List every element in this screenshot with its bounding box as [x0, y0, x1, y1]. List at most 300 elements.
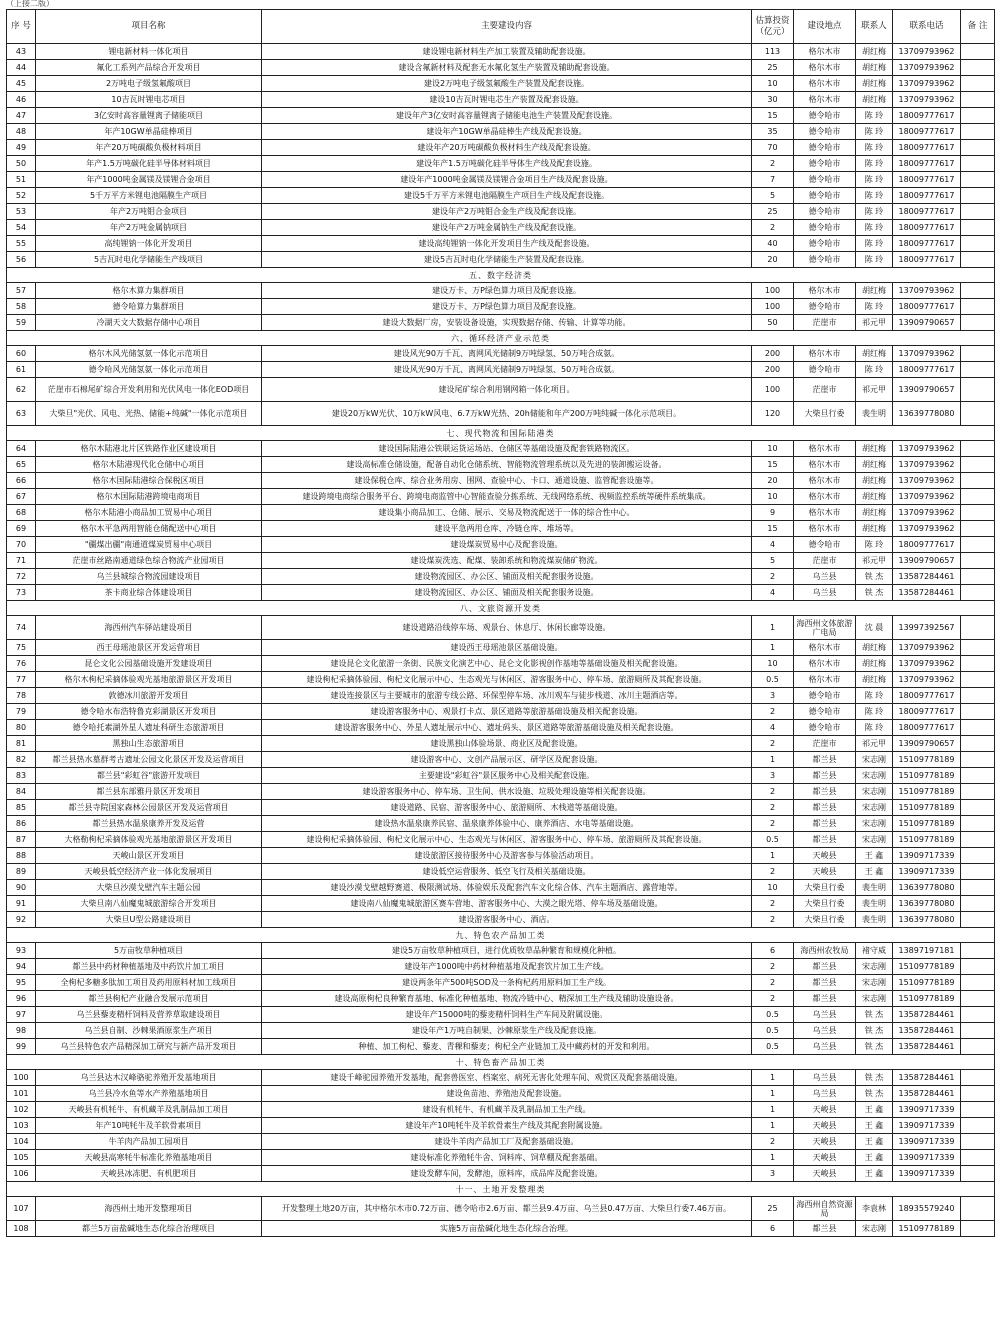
cell-location: 都兰县	[794, 800, 856, 816]
cell-investment: 2	[752, 959, 794, 975]
table-row	[7, 283, 995, 299]
cell-phone: 13909790657	[893, 378, 961, 402]
cell-contact-person: 王 鑫	[856, 864, 893, 880]
cell-construction-content: 建设5吉瓦时电化学储能生产装置及配套设施。	[262, 252, 752, 268]
cell-no: 83	[7, 768, 36, 784]
cell-investment: 2	[752, 220, 794, 236]
cell-investment: 2	[752, 156, 794, 172]
cell-investment: 2	[752, 912, 794, 928]
cell-project-name: 乌兰县冷水鱼等水产养殖基地项目	[36, 1086, 262, 1102]
cell-location: 格尔木市	[794, 76, 856, 92]
cell-no: 67	[7, 489, 36, 505]
cell-investment: 3	[752, 768, 794, 784]
cell-no: 108	[7, 1221, 36, 1237]
cell-remark	[961, 832, 995, 848]
cell-remark	[961, 784, 995, 800]
cell-investment: 2	[752, 816, 794, 832]
cell-project-name: 德令哈算力集群项目	[36, 299, 262, 315]
section-header-row	[7, 1055, 995, 1070]
cell-location: 大柴旦行委	[794, 912, 856, 928]
cell-location: 都兰县	[794, 816, 856, 832]
cell-investment: 1	[752, 1150, 794, 1166]
table-row	[7, 1086, 995, 1102]
cell-project-name: 年产10GW单晶硅棒项目	[36, 124, 262, 140]
cell-location: 天峻县	[794, 1166, 856, 1182]
cell-investment: 15	[752, 108, 794, 124]
cell-phone: 13709793962	[893, 457, 961, 473]
cell-contact-person: 陈 玲	[856, 362, 893, 378]
cell-project-name: 大柴旦U型公路建设项目	[36, 912, 262, 928]
table-row	[7, 489, 995, 505]
cell-project-name: 天峻山景区开发项目	[36, 848, 262, 864]
table-row	[7, 457, 995, 473]
cell-contact-person: 陈 玲	[856, 537, 893, 553]
table-header-row	[7, 10, 995, 44]
cell-construction-content: 建设5千万平方米锂电池隔膜生产项目生产线及配套设施。	[262, 188, 752, 204]
cell-phone: 18009777617	[893, 124, 961, 140]
cell-no: 72	[7, 569, 36, 585]
cell-investment: 1	[752, 1118, 794, 1134]
cell-remark	[961, 252, 995, 268]
cell-construction-content: 建设年产2万吨钼合金生产线及配套设施。	[262, 204, 752, 220]
cell-investment: 2	[752, 1134, 794, 1150]
cell-location: 格尔木市	[794, 656, 856, 672]
cell-remark	[961, 505, 995, 521]
cell-contact-person: 裴生明	[856, 896, 893, 912]
cell-phone: 18009777617	[893, 220, 961, 236]
col-header-phone: 联系电话	[893, 10, 961, 44]
cell-construction-content: 建设年产1.5万吨碳化硅半导体生产线及配套设施。	[262, 156, 752, 172]
cell-phone: 13587284461	[893, 585, 961, 601]
cell-contact-person: 陈 玲	[856, 172, 893, 188]
cell-no: 52	[7, 188, 36, 204]
cell-no: 60	[7, 346, 36, 362]
cell-no: 77	[7, 672, 36, 688]
cell-construction-content: 建设南八仙魔鬼城旅游区赛车营地、游客服务中心、大漠之眼光塔、停车场及基础设施。	[262, 896, 752, 912]
cell-construction-content: 建设10吉瓦时锂电芯生产装置及配套设施。	[262, 92, 752, 108]
cell-construction-content: 建设黑独山体验场景、商业区及配套设施。	[262, 736, 752, 752]
cell-construction-content: 建设保税仓库、综合业务用房、围网、查验中心、卡口、通道设施、监管配套设施等。	[262, 473, 752, 489]
cell-contact-person: 胡红梅	[856, 473, 893, 489]
cell-location: 天峻县	[794, 1118, 856, 1134]
cell-remark	[961, 959, 995, 975]
cell-project-name: 德令哈水布浩特鲁克彩湖景区开发项目	[36, 704, 262, 720]
cell-remark	[961, 457, 995, 473]
cell-project-name: 年产1.5万吨碳化硅半导体材料项目	[36, 156, 262, 172]
cell-location: 天峻县	[794, 1102, 856, 1118]
section-header-row	[7, 601, 995, 616]
cell-construction-content: 建设2万吨电子级氢氟酸生产装置及配套设施。	[262, 76, 752, 92]
cell-remark	[961, 76, 995, 92]
cell-no: 106	[7, 1166, 36, 1182]
cell-contact-person: 胡红梅	[856, 346, 893, 362]
cell-no: 99	[7, 1039, 36, 1055]
cell-contact-person: 胡红梅	[856, 457, 893, 473]
cell-phone: 13587284461	[893, 1086, 961, 1102]
cell-phone: 18009777617	[893, 362, 961, 378]
table-row	[7, 378, 995, 402]
cell-no: 58	[7, 299, 36, 315]
cell-project-name: 天峻县低空经济产业一体化发展项目	[36, 864, 262, 880]
cell-location: 茫崖市	[794, 553, 856, 569]
cell-remark	[961, 1197, 995, 1221]
cell-no: 69	[7, 521, 36, 537]
cell-location: 都兰县	[794, 959, 856, 975]
cell-contact-person: 陈 玲	[856, 704, 893, 720]
cell-remark	[961, 1102, 995, 1118]
cell-construction-content: 建设游客中心、文创产品展示区、研学区及配套设施。	[262, 752, 752, 768]
cell-phone: 13709793962	[893, 441, 961, 457]
cell-phone: 13709793962	[893, 283, 961, 299]
cell-investment: 100	[752, 283, 794, 299]
cell-phone: 13709793962	[893, 521, 961, 537]
cell-no: 57	[7, 283, 36, 299]
cell-contact-person: 陈 玲	[856, 108, 893, 124]
cell-construction-content: 建设枸杞采摘体验园、枸杞文化展示中心、生态观光与休闲区、游客服务中心、停车场、旅游厕所及其配套设施。	[262, 832, 752, 848]
cell-construction-content: 建设标准化养殖牦牛舍、饲料库、饲草棚及配套基础。	[262, 1150, 752, 1166]
cell-construction-content: 建设跨境电商综合服务平台、跨境电商监管中心智能查验分拣系统、无线网络系统、视频监控系统等硬件系统集成。	[262, 489, 752, 505]
cell-phone: 13709793962	[893, 44, 961, 60]
cell-location: 天峻县	[794, 848, 856, 864]
cell-remark	[961, 299, 995, 315]
cell-construction-content: 建设万卡、万P绿色算力项目及配套设施。	[262, 283, 752, 299]
cell-no: 96	[7, 991, 36, 1007]
cell-remark	[961, 156, 995, 172]
cell-remark	[961, 473, 995, 489]
cell-project-name: 都兰县寺院国家森林公园景区开发及运营项目	[36, 800, 262, 816]
cell-investment: 0.5	[752, 672, 794, 688]
cell-construction-content: 建设两条年产500吨SOD及一条枸杞药用原料加工生产线。	[262, 975, 752, 991]
cell-phone: 13709793962	[893, 489, 961, 505]
cell-project-name: 氟化工系列产品综合开发项目	[36, 60, 262, 76]
cell-contact-person: 胡红梅	[856, 60, 893, 76]
cell-investment: 1	[752, 1070, 794, 1086]
cell-project-name: 格尔木国际陆港综合保税区项目	[36, 473, 262, 489]
table-row	[7, 1166, 995, 1182]
cell-project-name: 大柴旦沙漠戈壁汽车主题公园	[36, 880, 262, 896]
table-row	[7, 784, 995, 800]
cell-investment: 15	[752, 457, 794, 473]
table-row	[7, 896, 995, 912]
cell-phone: 13709793962	[893, 640, 961, 656]
cell-location: 天峻县	[794, 1150, 856, 1166]
cell-phone: 15109778189	[893, 975, 961, 991]
cell-contact-person: 陈 玲	[856, 188, 893, 204]
cell-remark	[961, 489, 995, 505]
table-row	[7, 1070, 995, 1086]
cell-project-name: 海西州土地开发整理项目	[36, 1197, 262, 1221]
table-row	[7, 1039, 995, 1055]
col-header-location: 建设地点	[794, 10, 856, 44]
cell-contact-person: 宋志刚	[856, 816, 893, 832]
cell-phone: 18009777617	[893, 188, 961, 204]
cell-no: 62	[7, 378, 36, 402]
cell-phone: 15109778189	[893, 784, 961, 800]
cell-project-name: 锂电新材料一体化项目	[36, 44, 262, 60]
section-title: 五、数字经济类	[7, 268, 995, 283]
cell-location: 格尔木市	[794, 60, 856, 76]
cell-location: 格尔木市	[794, 441, 856, 457]
cell-project-name: 大柴旦"光伏、风电、光热、储能+纯碱"一体化示范项目	[36, 402, 262, 426]
cell-construction-content: 建设昆仑文化旅游一条街、民族文化演艺中心、昆仑文化影视创作基地等基础设施及相关配套设施。	[262, 656, 752, 672]
cell-no: 89	[7, 864, 36, 880]
cell-investment: 2	[752, 864, 794, 880]
cell-remark	[961, 688, 995, 704]
cell-location: 德令哈市	[794, 299, 856, 315]
cell-phone: 13909717339	[893, 1150, 961, 1166]
cell-construction-content: 建设年产3亿安时高容量锂离子储能电池生产装置及配套设施。	[262, 108, 752, 124]
cell-project-name: 都兰县热水墓群考古遗址公园文化景区开发及运营项目	[36, 752, 262, 768]
cell-location: 都兰县	[794, 752, 856, 768]
cell-investment: 0.5	[752, 832, 794, 848]
cell-project-name: 天峻县高寒牦牛标准化养殖基地项目	[36, 1150, 262, 1166]
cell-phone: 13587284461	[893, 569, 961, 585]
cell-project-name: 都兰县枸杞产业融合发展示范项目	[36, 991, 262, 1007]
cell-remark	[961, 140, 995, 156]
table-row	[7, 220, 995, 236]
table-row	[7, 1118, 995, 1134]
cell-no: 49	[7, 140, 36, 156]
table-row	[7, 656, 995, 672]
cell-remark	[961, 1221, 995, 1237]
cell-remark	[961, 656, 995, 672]
cell-location: 天峻县	[794, 864, 856, 880]
cell-no: 50	[7, 156, 36, 172]
cell-no: 82	[7, 752, 36, 768]
cell-phone: 18009777617	[893, 252, 961, 268]
cell-no: 94	[7, 959, 36, 975]
cell-phone: 13909717339	[893, 1166, 961, 1182]
cell-location: 茫崖市	[794, 378, 856, 402]
cell-construction-content: 建设连接景区与主要城市的旅游专线公路、环保型停车场、冰川观车与徒步栈道、冰川主题酒店等。	[262, 688, 752, 704]
cell-phone: 18009777617	[893, 204, 961, 220]
cell-investment: 7	[752, 172, 794, 188]
cell-construction-content: 建设年产15000吨的藜麦精杆饲料生产车间及附属设施。	[262, 1007, 752, 1023]
col-header-name: 项目名称	[36, 10, 262, 44]
cell-phone: 13909790657	[893, 553, 961, 569]
cell-investment: 0.5	[752, 1039, 794, 1055]
cell-remark	[961, 816, 995, 832]
table-row	[7, 672, 995, 688]
table-row	[7, 848, 995, 864]
cell-no: 104	[7, 1134, 36, 1150]
cell-investment: 2	[752, 784, 794, 800]
section-title: 八、文旅资源开发类	[7, 601, 995, 616]
cell-construction-content: 建设年产10吨牦牛及羊软骨素生产线及其配套附属设施。	[262, 1118, 752, 1134]
table-row	[7, 44, 995, 60]
table-row	[7, 521, 995, 537]
cell-location: 都兰县	[794, 991, 856, 1007]
cell-remark	[961, 640, 995, 656]
cell-no: 87	[7, 832, 36, 848]
cell-remark	[961, 848, 995, 864]
cell-no: 61	[7, 362, 36, 378]
cell-remark	[961, 236, 995, 252]
section-header-row	[7, 331, 995, 346]
cell-project-name: 年产10吨牦牛及羊软骨素项目	[36, 1118, 262, 1134]
cell-project-name: 西王母瑶池景区开发运营项目	[36, 640, 262, 656]
cell-phone: 13897197181	[893, 943, 961, 959]
cell-project-name: 5吉瓦时电化学储能生产线项目	[36, 252, 262, 268]
cell-phone: 13639778080	[893, 912, 961, 928]
cell-investment: 15	[752, 521, 794, 537]
cell-project-name: 乌兰县自制、沙棘果酒原浆生产项目	[36, 1023, 262, 1039]
cell-phone: 13709793962	[893, 346, 961, 362]
cell-location: 海西州农牧局	[794, 943, 856, 959]
cell-phone: 15109778189	[893, 832, 961, 848]
cell-construction-content: 建设年产1万吨自制果、沙棘原浆生产线及配套设施。	[262, 1023, 752, 1039]
table-row	[7, 1007, 995, 1023]
cell-contact-person: 陈 玲	[856, 140, 893, 156]
cell-no: 66	[7, 473, 36, 489]
cell-contact-person: 裴生明	[856, 912, 893, 928]
cell-project-name: "疆煤出疆"南通道煤炭贸易中心项目	[36, 537, 262, 553]
cell-no: 105	[7, 1150, 36, 1166]
cell-contact-person: 胡红梅	[856, 76, 893, 92]
table-row	[7, 768, 995, 784]
cell-investment: 2	[752, 800, 794, 816]
table-row	[7, 299, 995, 315]
cell-construction-content: 建设有机牦牛、有机藏羊及乳制品加工生产线。	[262, 1102, 752, 1118]
table-row	[7, 188, 995, 204]
cell-project-name: 都兰县中药材种植基地及中药饮片加工项目	[36, 959, 262, 975]
cell-phone: 18009777617	[893, 704, 961, 720]
cell-investment: 100	[752, 299, 794, 315]
table-row	[7, 975, 995, 991]
cell-contact-person: 铁 杰	[856, 585, 893, 601]
cell-phone: 13709793962	[893, 76, 961, 92]
cell-construction-content: 建设游客服务中心、观景打卡点、景区道路等旅游基础设施及相关配套设施。	[262, 704, 752, 720]
cell-construction-content: 建设枸杞采摘体验园、枸杞文化展示中心、生态观光与休闲区、游客服务中心、停车场、旅游厕所及其配套设施。	[262, 672, 752, 688]
cell-remark	[961, 768, 995, 784]
cell-contact-person: 王 鑫	[856, 1166, 893, 1182]
cell-phone: 13587284461	[893, 1007, 961, 1023]
cell-phone: 15109778189	[893, 991, 961, 1007]
table-row	[7, 92, 995, 108]
cell-remark	[961, 44, 995, 60]
cell-location: 大柴旦行委	[794, 880, 856, 896]
cell-project-name: 高纯锂钠一体化开发项目	[36, 236, 262, 252]
table-row	[7, 553, 995, 569]
cell-construction-content: 建设20万kW光伏、10万kW风电、6.7万kW光热、20h储能和年产200万吨纯碱一体化示范项目。	[262, 402, 752, 426]
cell-construction-content: 建设道路、民宿、游客服务中心、旅游厕所、木栈道等基础设施。	[262, 800, 752, 816]
cell-project-name: 格尔木陆港北片区铁路作业区建设项目	[36, 441, 262, 457]
cell-construction-content: 建设锂电新材料生产加工装置及辅助配套设施。	[262, 44, 752, 60]
section-title: 七、现代物流和国际陆港类	[7, 426, 995, 441]
cell-contact-person: 祁元甲	[856, 553, 893, 569]
cell-investment: 5	[752, 188, 794, 204]
cell-construction-content: 主要建设"彩虹谷"景区服务中心及相关配套设施。	[262, 768, 752, 784]
cell-contact-person: 胡红梅	[856, 505, 893, 521]
cell-no: 74	[7, 616, 36, 640]
cell-phone: 13639778080	[893, 880, 961, 896]
section-header-row	[7, 426, 995, 441]
cell-construction-content: 建设集小商品加工、仓储、展示、交易及物流配送于一体的综合性中心。	[262, 505, 752, 521]
cell-contact-person: 胡红梅	[856, 441, 893, 457]
cell-investment: 25	[752, 204, 794, 220]
cell-investment: 10	[752, 880, 794, 896]
col-header-investment: 估算投资（亿元）	[752, 10, 794, 44]
cell-project-name: 格尔木平急两用智能仓储配送中心项目	[36, 521, 262, 537]
cell-project-name: 格尔木枸杞采摘体验观光基地旅游景区开发项目	[36, 672, 262, 688]
cell-project-name: 年产2万吨钼合金项目	[36, 204, 262, 220]
cell-location: 都兰县	[794, 975, 856, 991]
col-header-contact: 联系人	[856, 10, 893, 44]
cell-construction-content: 建设高原枸杞良种繁育基地、标准化种植基地、物流冷链中心、精深加工生产线及辅助设施设备。	[262, 991, 752, 1007]
table-row	[7, 473, 995, 489]
cell-no: 45	[7, 76, 36, 92]
cell-phone: 18009777617	[893, 156, 961, 172]
cell-phone: 13709793962	[893, 672, 961, 688]
table-row	[7, 252, 995, 268]
cell-project-name: 海西州汽车驿站建设项目	[36, 616, 262, 640]
cell-construction-content: 建设年产10GW单晶硅棒生产线及配套设施。	[262, 124, 752, 140]
cell-construction-content: 建设年产20万吨碳酸负极材料生产线及配套设施。	[262, 140, 752, 156]
cell-contact-person: 宋志刚	[856, 975, 893, 991]
table-row	[7, 991, 995, 1007]
cell-construction-content: 建设年产2万吨金属钠生产线及配套设施。	[262, 220, 752, 236]
cell-contact-person: 宋志刚	[856, 784, 893, 800]
section-header-row	[7, 928, 995, 943]
cell-investment: 35	[752, 124, 794, 140]
cell-location: 德令哈市	[794, 362, 856, 378]
cell-investment: 4	[752, 537, 794, 553]
cell-location: 德令哈市	[794, 220, 856, 236]
cell-investment: 25	[752, 60, 794, 76]
cell-project-name: 黑独山生态旅游项目	[36, 736, 262, 752]
cell-phone: 13587284461	[893, 1023, 961, 1039]
cell-investment: 6	[752, 1221, 794, 1237]
cell-remark	[961, 1007, 995, 1023]
cell-no: 46	[7, 92, 36, 108]
cell-project-name: 茫崖市丝路南通道绿色综合物流产业园项目	[36, 553, 262, 569]
cell-contact-person: 王 鑫	[856, 1102, 893, 1118]
cell-no: 63	[7, 402, 36, 426]
table-row	[7, 736, 995, 752]
cell-remark	[961, 1166, 995, 1182]
cell-investment: 1	[752, 1102, 794, 1118]
cell-remark	[961, 553, 995, 569]
cell-project-name: 年产2万吨金属钠项目	[36, 220, 262, 236]
cell-project-name: 3亿安时高容量锂离子储能项目	[36, 108, 262, 124]
cell-contact-person: 陈 玲	[856, 124, 893, 140]
cell-contact-person: 李袁林	[856, 1197, 893, 1221]
cell-location: 都兰县	[794, 832, 856, 848]
cell-location: 格尔木市	[794, 672, 856, 688]
cell-project-name: 10吉瓦时锂电芯项目	[36, 92, 262, 108]
cell-investment: 50	[752, 315, 794, 331]
cell-investment: 9	[752, 505, 794, 521]
table-row	[7, 569, 995, 585]
cell-contact-person: 宋志刚	[856, 1221, 893, 1237]
cell-project-name: 德令哈托素湖外星人遗址科研生态旅游项目	[36, 720, 262, 736]
cell-construction-content: 开发整理土地20万亩，其中格尔木市0.72万亩、德令哈市2.6万亩、都兰县9.4万亩、乌兰县0.47万亩、大柴旦行委7.46万亩。	[262, 1197, 752, 1221]
cell-no: 103	[7, 1118, 36, 1134]
table-row	[7, 108, 995, 124]
cell-location: 格尔木市	[794, 92, 856, 108]
section-header-row	[7, 268, 995, 283]
cell-construction-content: 建设大数据厂房，安装设备设施，实现数据存储、传输、计算等功能。	[262, 315, 752, 331]
cell-no: 102	[7, 1102, 36, 1118]
cell-contact-person: 祁元甲	[856, 378, 893, 402]
cell-investment: 70	[752, 140, 794, 156]
cell-investment: 25	[752, 1197, 794, 1221]
cell-remark	[961, 800, 995, 816]
cell-construction-content: 建设西王母瑶池景区基础设施。	[262, 640, 752, 656]
table-row	[7, 315, 995, 331]
cell-remark	[961, 616, 995, 640]
table-row	[7, 1221, 995, 1237]
